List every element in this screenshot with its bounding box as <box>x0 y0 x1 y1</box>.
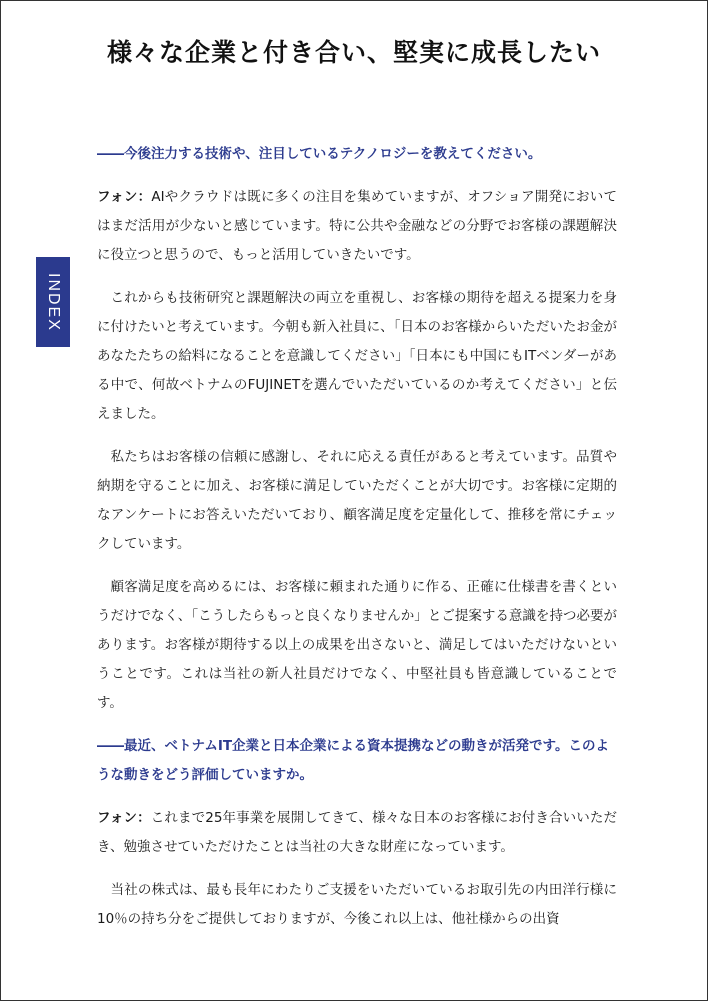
answer-text: AIやクラウドは既に多くの注目を集めていますが、オフショア開発においてはまだ活用が少ないと感じています。特に公共や金融などの分野でお客様の課題解決に役立つと思うので、もっと活用していきたいです。 <box>97 189 617 263</box>
answer-paragraph-3: 私たちはお客様の信頼に感謝し、それに応える責任があると考えています。品質や納期を守ることに加え、お客様に満足していただくことが大切です。お客様に定期的なアンケートにお答えいただいており、顧客満足度を定量化して、推移を常にチェックしています。 <box>97 449 617 552</box>
answer-paragraph-6: 当社の株式は、最も長年にわたりご支援をいただいているお取引先の内田洋行様に10％の持ち分をご提供しておりますが、今後これ以上は、他社様からの出資 <box>97 882 617 927</box>
speaker-label: フォン： <box>97 810 151 826</box>
speaker-label: フォン： <box>97 189 152 205</box>
answer-paragraph-5 <box>97 804 617 862</box>
index-tab-label: INDEX <box>45 272 62 332</box>
article-body <box>97 140 617 948</box>
answer-paragraph-4: 顧客満足度を高めるには、お客様に頼まれた通りに作る、正確に仕様書を書くというだけでなく、「こうしたらもっと良くなりませんか」とご提案する意識を持つ必要があります。お客様が期待する以上の成果を出さないと、満足してはいただけないということです。これは当社の新人社員だけでなく、中堅社員も皆意識していることです。 <box>97 579 617 711</box>
interview-question-2: ――最近、ベトナムIT企業と日本企業による資本提携などの動きが活発です。このような動きをどう評価していますか。 <box>97 738 609 783</box>
answer-paragraph-2: これからも技術研究と課題解決の両立を重視し、お客様の期待を超える提案力を身に付けたいと考えています。今朝も新入社員に、「日本のお客様からいただいたお金があなたたちの給料になることを意識してください」「日本にも中国にもITベンダーがある中で、何故ベトナムのFUJINETを選んでいただいているのか考えてください」と伝えました。 <box>97 290 617 422</box>
interview-question-1: ――今後注力する技術や、注目しているテクノロジーを教えてください。 <box>97 146 542 162</box>
answer-text: これまで25年事業を展開してきて、様々な日本のお客様にお付き合いいただき、勉強させていただけたことは当社の大きな財産になっています。 <box>97 810 617 855</box>
page-title: 様々な企業と付き合い、堅実に成長したい <box>106 38 601 67</box>
answer-paragraph-1 <box>97 183 617 270</box>
index-tab[interactable] <box>36 257 70 347</box>
